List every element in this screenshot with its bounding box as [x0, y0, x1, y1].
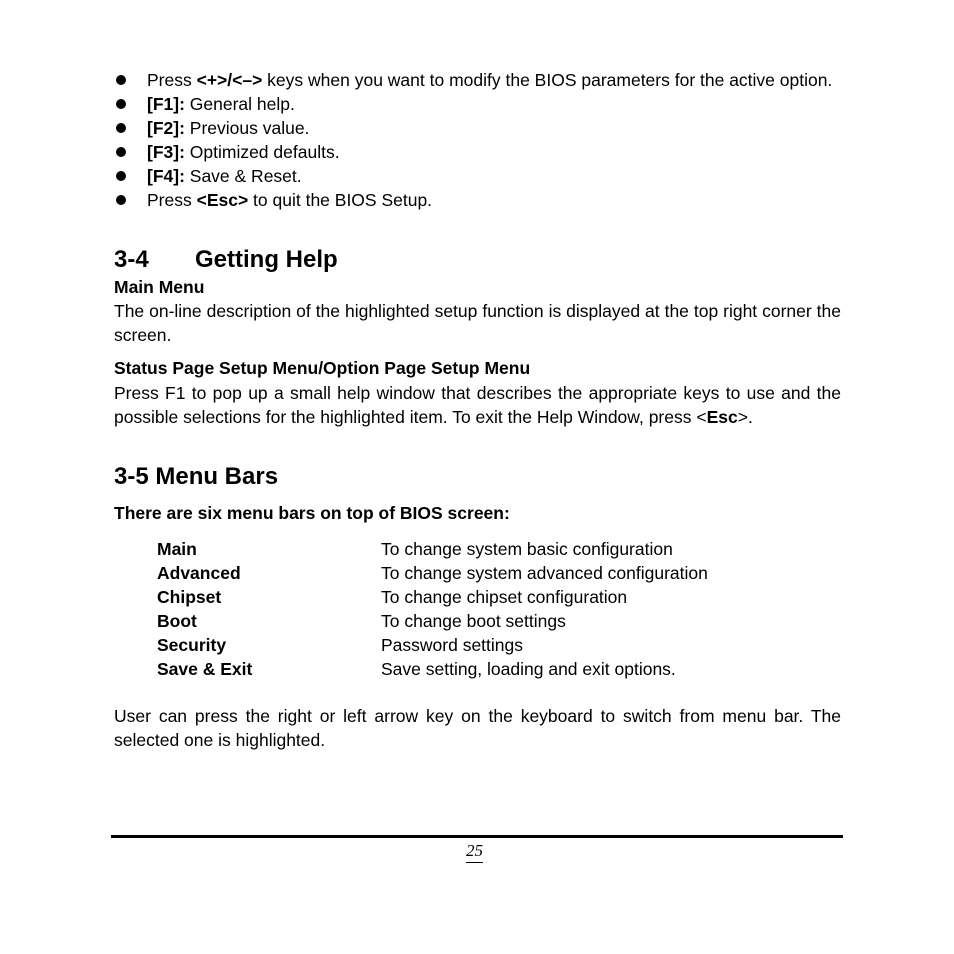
- menu-description: To change boot settings: [381, 611, 566, 631]
- esc-key-label: Esc: [706, 407, 738, 427]
- bullet-key: [F2]:: [147, 118, 185, 138]
- menu-name: Main: [157, 539, 197, 559]
- bullet-key: [F1]:: [147, 94, 185, 114]
- table-row: [157, 537, 708, 561]
- bullet-text: Save & Reset.: [184, 166, 302, 186]
- menu-name: Advanced: [157, 563, 241, 583]
- bullet-key: <+>/<–>: [196, 70, 263, 90]
- bullet-item: [114, 116, 842, 140]
- menu-description: Save setting, loading and exit options.: [381, 659, 676, 679]
- section-title: Getting Help: [195, 246, 338, 273]
- menu-name: Boot: [157, 611, 197, 631]
- menu-name: Save & Exit: [157, 659, 253, 679]
- bullet-item: [114, 68, 842, 92]
- bullet-item: [114, 92, 842, 116]
- status-page-text-end: >.: [737, 407, 753, 427]
- table-row: [157, 657, 708, 681]
- table-row: [157, 585, 708, 609]
- status-page-text: Press F1 to pop up a small help window that describes the appropriate keys to use and the possible selections for the highlighted item. To exit the Help Window, press <: [114, 383, 841, 427]
- status-page-heading: Status Page Setup Menu/Option Page Setup Menu: [114, 358, 531, 378]
- page-number: 25: [466, 841, 483, 863]
- bullet-text: Press: [147, 190, 197, 210]
- footer-divider: [111, 835, 843, 838]
- bullet-dot-icon: [116, 123, 126, 133]
- bullet-text: Optimized defaults.: [184, 142, 340, 162]
- table-row: [157, 561, 708, 585]
- bullet-dot-icon: [116, 99, 126, 109]
- bullet-text: Press: [147, 70, 197, 90]
- section-heading-getting-help: [114, 246, 841, 274]
- section-number: 3-4: [114, 246, 149, 273]
- bullet-text: Previous value.: [184, 118, 310, 138]
- bullet-dot-icon: [116, 171, 126, 181]
- bullet-item: [114, 188, 842, 212]
- bullet-text: General help.: [184, 94, 295, 114]
- main-menu-paragraph: The on-line description of the highlighted setup function is displayed at the top right corner the screen.: [114, 301, 841, 345]
- menu-description: To change system advanced configuration: [381, 563, 708, 583]
- bullet-key: <Esc>: [196, 190, 249, 210]
- bullet-text: keys when you want to modify the BIOS parameters for the active option.: [262, 70, 833, 90]
- bullet-dot-icon: [116, 75, 126, 85]
- menu-description: Password settings: [381, 635, 524, 655]
- menu-description: To change system basic configuration: [381, 539, 673, 559]
- bullet-dot-icon: [116, 147, 126, 157]
- bullet-text: to quit the BIOS Setup.: [248, 190, 433, 210]
- menu-name: Security: [157, 635, 227, 655]
- status-page-paragraph: [114, 381, 841, 429]
- bullet-key: [F3]:: [147, 142, 185, 162]
- menu-bars-intro: There are six menu bars on top of BIOS screen:: [114, 503, 510, 523]
- table-row: [157, 609, 708, 633]
- menu-bars-table: [157, 537, 708, 681]
- bullet-dot-icon: [116, 195, 126, 205]
- section-heading-menu-bars: 3-5 Menu Bars: [114, 463, 279, 490]
- menu-bars-outro: User can press the right or left arrow key on the keyboard to switch from menu bar. The selected one is highlighted.: [114, 706, 841, 750]
- table-row: [157, 633, 708, 657]
- bullet-item: [114, 164, 842, 188]
- bullet-item: [114, 140, 842, 164]
- main-menu-heading: Main Menu: [114, 277, 205, 297]
- menu-name: Chipset: [157, 587, 222, 607]
- menu-description: To change chipset configuration: [381, 587, 628, 607]
- key-bullet-list: [114, 68, 842, 212]
- bullet-key: [F4]:: [147, 166, 185, 186]
